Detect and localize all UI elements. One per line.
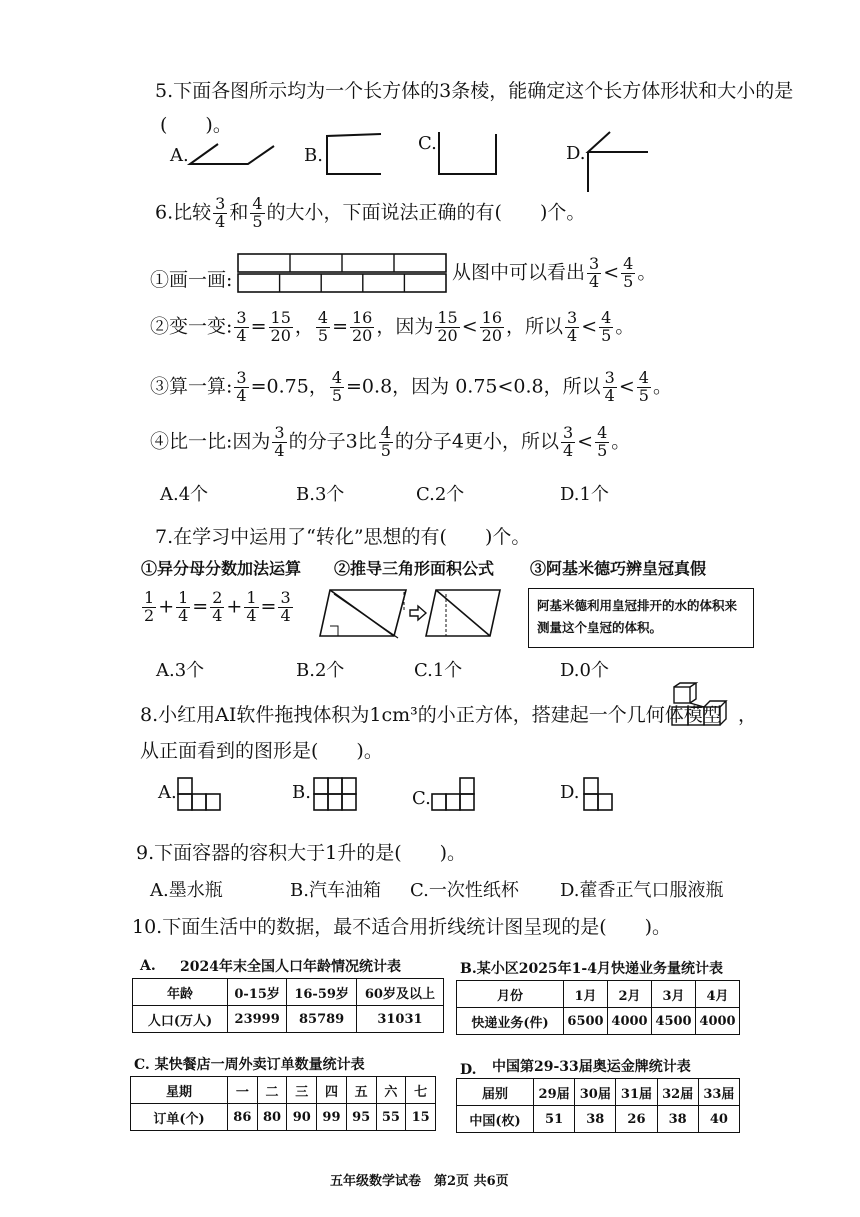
table-cell: 60岁及以上 (356, 979, 443, 1006)
q9-choice-b: B.汽车油箱 (290, 880, 381, 901)
q7-stem: 7.在学习中运用了“转化”思想的有( )个。 (155, 526, 531, 548)
q8-option-d-label: D. (560, 782, 580, 803)
q10-table-d-title: 中国第29-33届奥运金牌统计表 (492, 1059, 691, 1075)
q6-choice-c: C.2个 (416, 484, 465, 505)
q6-item1-text: 从图中可以看出 $\frac{3}{4}$ < $\frac{4}{5}$ 。 (452, 254, 657, 291)
q6-fraction-bars-figure (236, 250, 450, 296)
table-cell: 31届 (616, 1079, 657, 1106)
q10-table-b-title: B.某小区2025年1-4月快递业务量统计表 (460, 961, 723, 977)
page-footer: 五年级数学试卷 第2页 共6页 (330, 1174, 509, 1189)
table-cell: 55 (376, 1104, 406, 1131)
q5-option-a-figure (188, 140, 278, 170)
table-cell: 四 (317, 1077, 347, 1104)
q6-item4: ④比一比:因为 $\frac{3}{4}$ 的分子3比 $\frac{4}{5}$ 的分子4更小，所以 $\frac{3}{4}$ < $\frac{4}{5}$ 。 (150, 423, 631, 460)
q5-option-c-label: C. (418, 133, 437, 154)
table-cell: 0-15岁 (228, 979, 287, 1006)
q8-option-a-label: A. (158, 782, 177, 803)
table-cell: 38 (575, 1106, 616, 1133)
q8-stem-line2: 从正面看到的图形是( )。 (140, 740, 383, 762)
table-cell: 二 (257, 1077, 287, 1104)
q7-triangle-transform-figure (318, 588, 508, 640)
table-cell: 31031 (356, 1006, 443, 1033)
q9-choice-d: D.藿香正气口服液瓶 (560, 880, 724, 901)
q7-choice-a: A.3个 (156, 660, 205, 681)
q8-stem-line1: 8.小红用AI软件拖拽体积为1cm³的小正方体，搭建起一个几何体模型 (140, 704, 722, 726)
table-cell: 六 (376, 1077, 406, 1104)
table-cell: 23999 (228, 1006, 287, 1033)
q8-option-b-figure (312, 776, 358, 812)
q6-item2: ②变一变: $\frac{3}{4}$ = $\frac{15}{20}$ ， $\frac{4}{5}$ = $\frac{16}{20}$ ，因为 $\frac{15}{20}$ < $\frac{16}{20}$ ，所以 $\frac{3}{4}$ < $\frac{4}{5}$ 。 (150, 308, 635, 345)
table-cell: 15 (406, 1104, 436, 1131)
table-cell: 16-59岁 (287, 979, 357, 1006)
table-cell: 85789 (287, 1006, 357, 1033)
table-cell: 30届 (575, 1079, 616, 1106)
table-cell: 40 (698, 1106, 739, 1133)
q5-option-d-label: D. (566, 143, 586, 164)
q7-choice-b: B.2个 (296, 660, 345, 681)
table-cell: 三 (287, 1077, 317, 1104)
q9-choice-c: C.一次性纸杯 (410, 880, 519, 901)
q6-choice-b: B.3个 (296, 484, 345, 505)
q10-table-a-letter: A. (140, 958, 156, 974)
q8-stem-comma: ， (738, 704, 758, 726)
q8-cube-model-figure (670, 683, 736, 731)
q8-option-b-label: B. (292, 782, 311, 803)
q10-table-b (456, 980, 740, 1035)
table-cell: 51 (534, 1106, 575, 1133)
table-cell: 3月 (652, 981, 696, 1008)
table-cell: 1月 (564, 981, 608, 1008)
q10-table-a (132, 978, 444, 1033)
table-row (133, 1006, 444, 1033)
q8-option-c-label: C. (412, 788, 431, 809)
q5-option-b-label: B. (304, 145, 323, 166)
q6-choice-a: A.4个 (160, 484, 209, 505)
table-cell: 中国(枚) (457, 1106, 534, 1133)
table-cell: 4000 (696, 1008, 740, 1035)
q5-option-a-label: A. (170, 145, 189, 166)
table-cell: 4月 (696, 981, 740, 1008)
q5-option-b-figure (325, 130, 385, 178)
q7-sub3: ③阿基米德巧辨皇冠真假 (530, 559, 707, 578)
table-cell: 95 (346, 1104, 376, 1131)
table-cell: 29届 (534, 1079, 575, 1106)
table-cell: 人口(万人) (133, 1006, 228, 1033)
q7-archimedes-box: 阿基米德利用皇冠排开的水的体积来测量这个皇冠的体积。 (528, 588, 754, 648)
table-cell: 五 (346, 1077, 376, 1104)
table-cell: 4500 (652, 1008, 696, 1035)
table-cell: 星期 (131, 1077, 228, 1104)
table-cell: 38 (657, 1106, 698, 1133)
q10-stem: 10.下面生活中的数据，最不适合用折线统计图呈现的是( )。 (132, 916, 672, 938)
table-cell: 33届 (698, 1079, 739, 1106)
table-cell: 快递业务(件) (457, 1008, 564, 1035)
table-cell: 32届 (657, 1079, 698, 1106)
table-cell: 86 (228, 1104, 258, 1131)
table-cell: 七 (406, 1077, 436, 1104)
table-cell: 2月 (608, 981, 652, 1008)
q5-option-d-figure (584, 130, 654, 194)
q10-table-c-title: C. 某快餐店一周外卖订单数量统计表 (134, 1057, 365, 1073)
table-row (457, 1008, 740, 1035)
q7-fraction-equation: $\frac{1}{2}$ + $\frac{1}{4}$ = $\frac{2}{4}$ + $\frac{1}{4}$ = $\frac{3}{4}$ (144, 588, 291, 625)
table-row (457, 1106, 740, 1133)
table-row (457, 981, 740, 1008)
q5-paren: ( )。 (160, 114, 232, 136)
table-cell: 6500 (564, 1008, 608, 1035)
table-cell: 26 (616, 1106, 657, 1133)
table-cell: 一 (228, 1077, 258, 1104)
table-cell: 月份 (457, 981, 564, 1008)
q6-choice-d: D.1个 (560, 484, 609, 505)
q8-option-a-figure (176, 776, 222, 812)
table-cell: 届别 (457, 1079, 534, 1106)
table-cell: 订单(个) (131, 1104, 228, 1131)
q5-option-c-figure (436, 130, 500, 178)
table-row (131, 1104, 436, 1131)
q6-item3: ③算一算: $\frac{3}{4}$ =0.75， $\frac{4}{5}$ =0.8，因为 0.75<0.8，所以 $\frac{3}{4}$ < $\frac{4}{5}$ 。 (150, 368, 672, 405)
q7-sub2: ②推导三角形面积公式 (334, 559, 495, 578)
table-cell: 年龄 (133, 979, 228, 1006)
table-row (133, 979, 444, 1006)
q10-table-d-letter: D. (460, 1062, 477, 1078)
q7-choice-c: C.1个 (414, 660, 463, 681)
q7-choice-d: D.0个 (560, 660, 609, 681)
q8-option-c-figure (430, 776, 476, 812)
table-cell: 99 (317, 1104, 347, 1131)
table-cell: 90 (287, 1104, 317, 1131)
q8-option-d-figure (582, 776, 618, 812)
q6-stem: 6.比较 $\frac{3}{4}$ 和 $\frac{4}{5}$ 的大小，下面说法正确的有( )个。 (155, 194, 586, 231)
q9-stem: 9.下面容器的容积大于1升的是( )。 (136, 842, 467, 864)
table-cell: 4000 (608, 1008, 652, 1035)
q7-sub1: ①异分母分数加法运算 (141, 559, 302, 578)
table-row (457, 1079, 740, 1106)
q10-table-a-title: 2024年末全国人口年龄情况统计表 (180, 959, 401, 975)
q10-table-c (130, 1076, 436, 1131)
q6-item1-label: ①画一画: (150, 269, 233, 291)
q9-choice-a: A.墨水瓶 (150, 880, 223, 901)
q5-stem: 5.下面各图所示均为一个长方体的3条棱，能确定这个长方体形状和大小的是 (155, 80, 794, 102)
q10-table-d (456, 1078, 740, 1133)
table-cell: 80 (257, 1104, 287, 1131)
table-row (131, 1077, 436, 1104)
